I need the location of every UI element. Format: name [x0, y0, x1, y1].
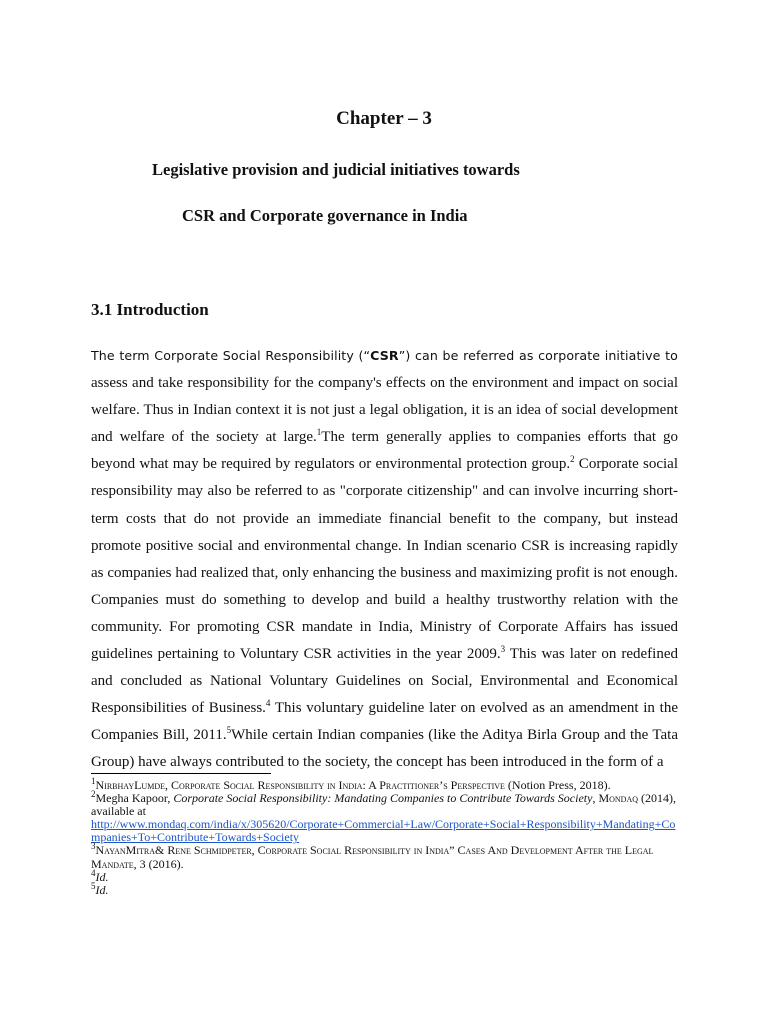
footnote-ref-3[interactable]: 3 — [500, 644, 506, 655]
footnote-1: $^1$NirbhayLumde, Corporate Social Responsibility in India: A Practitioner’s Perspective (Notion Press, 2018). — [91, 776, 611, 792]
footnotes — [91, 776, 681, 897]
footnote-ref-2[interactable]: 2 — [570, 454, 575, 465]
footnote-2: $^2$Megha Kapoor, Corporate Social Responsibility: Mandating Companies to Contribute Towards Society, Mondaq (2014), available at http://www.mondaq.com/india/x/305620/Corporate+Commercial+Law/Corporate+Social+Responsibility+Mandating+Companies+To+Contribute+Towards+Society — [91, 789, 677, 845]
chapter-title: Chapter – 3 — [336, 108, 432, 129]
body-text-first-line: The term Corporate Social Responsibility (“CSR”) can be referred as corporate initiative to — [91, 348, 678, 363]
chapter-subtitle-line-2: CSR and Corporate governance in India — [182, 206, 468, 225]
footnote-ref-4[interactable]: 4 — [265, 698, 271, 709]
footnote-separator — [91, 773, 271, 774]
chapter-subtitle-line-1: Legislative provision and judicial initiatives towards — [152, 160, 520, 179]
footnote-4: $^4$Id. — [91, 867, 109, 884]
footnote-2-link[interactable]: http://www.mondaq.com/india/x/305620/Corporate+Commercial+Law/Corporate+Social+Responsibility+Mandating+Companies+To+Contribute+Towards+Society — [91, 817, 676, 845]
body-paragraph: The term Corporate Social Responsibility (“CSR”) can be referred as corporate initiative to assess and take responsibility for the company's effects on the environment and impact on social welfare. Thus in Indian context it is not just a legal obligation, it is an idea of social development and welfare of the society at large.$^1$The term generally applies to companies efforts that go beyond what may be required by regulators or environmental protection group.$^2$ Corporate social responsibility may also be referred to as "corporate citizenship" and can involve incurring short-term costs that do not provide an immediate financial benefit to the company, but instead promote positive social and environmental change. In Indian scenario CSR is increasing rapidly as companies had realized that, only enhancing the business and maximizing profit is not enough. Companies must do something to develop and build a healthy trustworthy relation with the community. For promoting CSR mandate in India, Ministry of Corporate Affairs has issued guidelines pertaining to Voluntary CSR activities in the year 2009.$^3$ This was later on redefined and concluded as National Voluntary Guidelines on Social, Environmental and Economical Responsibilities of Business.$^4$ This voluntary guideline later on evolved as an amendment in the Companies Bill, 2011.$^5$While certain Indian companies (like the Aditya Birla Group and the Tata Group) have always contributed to the society, the concept has been introduced in the form of a — [91, 348, 678, 771]
footnote-5: $^5$Id. — [91, 880, 109, 897]
footnote-ref-5[interactable]: 5 — [226, 725, 232, 736]
section-heading: 3.1 Introduction — [91, 300, 209, 319]
footnote-ref-1[interactable]: 1 — [316, 427, 322, 438]
csr-acronym: CSR — [370, 348, 399, 363]
footnote-3: $^3$NayanMitra& Rene Schmidpeter, Corporate Social Responsibility in India” Cases And Development After the Legal Mandate, 3 (2016). — [91, 841, 654, 871]
